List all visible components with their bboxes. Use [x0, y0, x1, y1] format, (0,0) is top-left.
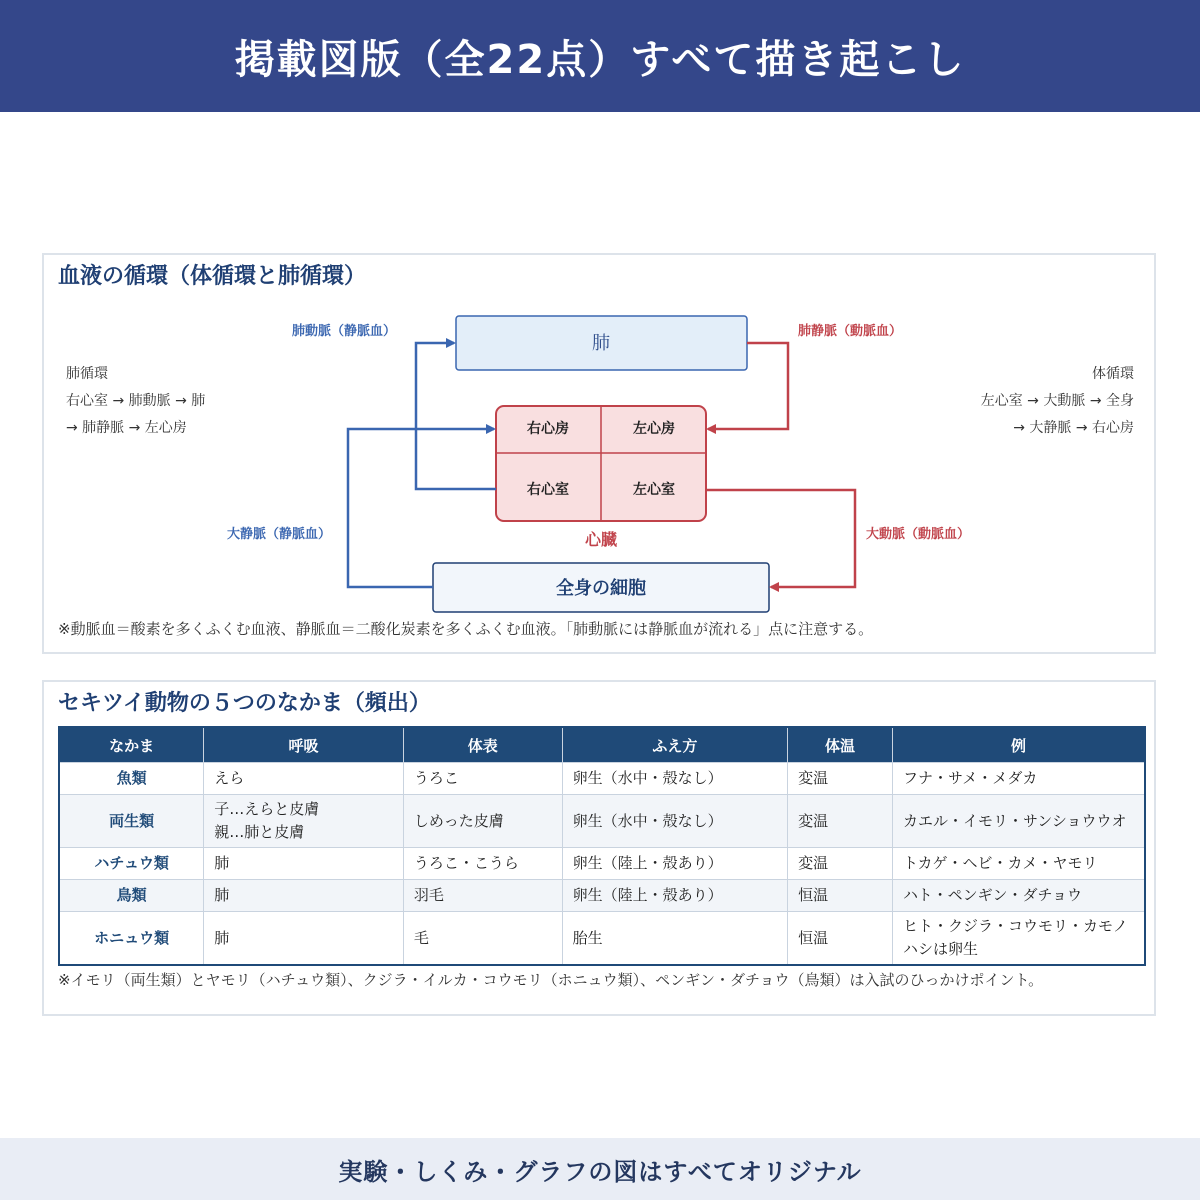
footer-text: 実験・しくみ・グラフの図はすべてオリジナル [338, 1157, 862, 1186]
header-banner [0, 0, 1200, 112]
left-ventricle-label: 左心室 [633, 482, 675, 498]
aorta-label: 大動脈（動脈血） [865, 527, 971, 542]
breathing-cell [204, 795, 404, 848]
examples-cell: フナ・サメ・メダカ [892, 763, 1145, 795]
table-row [59, 848, 1145, 880]
lung-label: 肺 [592, 333, 610, 354]
vena-cava-label: 大静脈（静脈血） [226, 527, 332, 542]
skin-cell: うろこ [403, 763, 562, 795]
reproduction-cell: 卵生（陸上・殻あり） [562, 880, 788, 912]
column-header: ふえ方 [562, 727, 788, 763]
column-header: なかま [59, 727, 204, 763]
reproduction-cell: 卵生（水中・殻なし） [562, 763, 788, 795]
column-header: 例 [892, 727, 1145, 763]
column-header: 体表 [403, 727, 562, 763]
reproduction-cell: 卵生（陸上・殻あり） [562, 848, 788, 880]
group-name: 鳥類 [59, 880, 204, 912]
table-row [59, 880, 1145, 912]
breathing-line: 子…えらと皮膚 [214, 800, 320, 818]
pulmonary-vein-label: 肺静脈（動脈血） [797, 324, 903, 339]
table-header-row [59, 727, 1145, 763]
pulmonary-line: 肺循環 [66, 366, 108, 382]
breathing-cell: 肺 [204, 880, 404, 912]
vertebrates-table [58, 726, 1146, 966]
circulation-card [42, 253, 1156, 654]
breathing-line: 親…肺と皮膚 [214, 823, 305, 841]
temperature-cell: 恒温 [788, 912, 893, 966]
temperature-cell: 恒温 [788, 880, 893, 912]
right-ventricle-label: 右心室 [527, 482, 569, 498]
column-header: 体温 [788, 727, 893, 763]
group-name: 両生類 [59, 795, 204, 848]
heart-label: 心臓 [584, 530, 618, 549]
left-atrium-label: 左心房 [633, 421, 675, 437]
pulmonary-line: 右心室 → 肺動脈 → 肺 [66, 393, 206, 409]
temperature-cell: 変温 [788, 848, 893, 880]
skin-cell: しめった皮膚 [403, 795, 562, 848]
group-name: ホニュウ類 [59, 912, 204, 966]
vertebrates-card [42, 680, 1156, 1016]
systemic-circulation-text [981, 361, 1134, 442]
systemic-line: 体循環 [1092, 366, 1134, 382]
group-name: 魚類 [59, 763, 204, 795]
examples-cell: ヒト・クジラ・コウモリ・カモノハシは卵生 [892, 912, 1145, 966]
body-cells-label: 全身の細胞 [556, 578, 646, 599]
skin-cell: 毛 [403, 912, 562, 966]
circulation-note: ※動脈血＝酸素を多くふくむ血液、静脈血＝二酸化炭素を多くふくむ血液。「肺動脈には静脈血が流れる」点に注意する。 [58, 620, 874, 638]
examples-cell: カエル・イモリ・サンショウウオ [892, 795, 1145, 848]
temperature-cell: 変温 [788, 795, 893, 848]
breathing-cell: 肺 [204, 912, 404, 966]
column-header: 呼吸 [204, 727, 404, 763]
pulmonary-circulation-text [66, 361, 205, 442]
systemic-line: 左心室 → 大動脈 → 全身 [980, 393, 1134, 409]
examples-cell: ハト・ペンギン・ダチョウ [892, 880, 1145, 912]
group-name: ハチュウ類 [59, 848, 204, 880]
breathing-cell: えら [204, 763, 404, 795]
circulation-title: 血液の循環（体循環と肺循環） [58, 264, 367, 289]
footer-banner [0, 1138, 1200, 1200]
table-row [59, 912, 1145, 966]
reproduction-cell: 卵生（水中・殻なし） [562, 795, 788, 848]
pulmonary-artery-label: 肺動脈（静脈血） [291, 324, 397, 339]
right-atrium-label: 右心房 [527, 421, 569, 437]
vertebrates-title: セキツイ動物の５つのなかま（頻出） [58, 691, 431, 716]
table-row [59, 763, 1145, 795]
examples-cell: トカゲ・ヘビ・カメ・ヤモリ [892, 848, 1145, 880]
vertebrates-note: ※イモリ（両生類）とヤモリ（ハチュウ類）、クジラ・イルカ・コウモリ（ホニュウ類）、ペンギン・ダチョウ（鳥類）は入試のひっかけポイント。 [58, 971, 1044, 989]
circulation-diagram [44, 255, 1154, 652]
breathing-cell: 肺 [204, 848, 404, 880]
systemic-line: → 大静脈 → 右心房 [1013, 420, 1134, 436]
page-title: 掲載図版（全22点）すべて描き起こし [234, 36, 966, 83]
reproduction-cell: 胎生 [562, 912, 788, 966]
skin-cell: 羽毛 [403, 880, 562, 912]
pulmonary-line: → 肺静脈 → 左心房 [66, 420, 187, 436]
skin-cell: うろこ・こうら [403, 848, 562, 880]
temperature-cell: 変温 [788, 763, 893, 795]
table-row [59, 795, 1145, 848]
